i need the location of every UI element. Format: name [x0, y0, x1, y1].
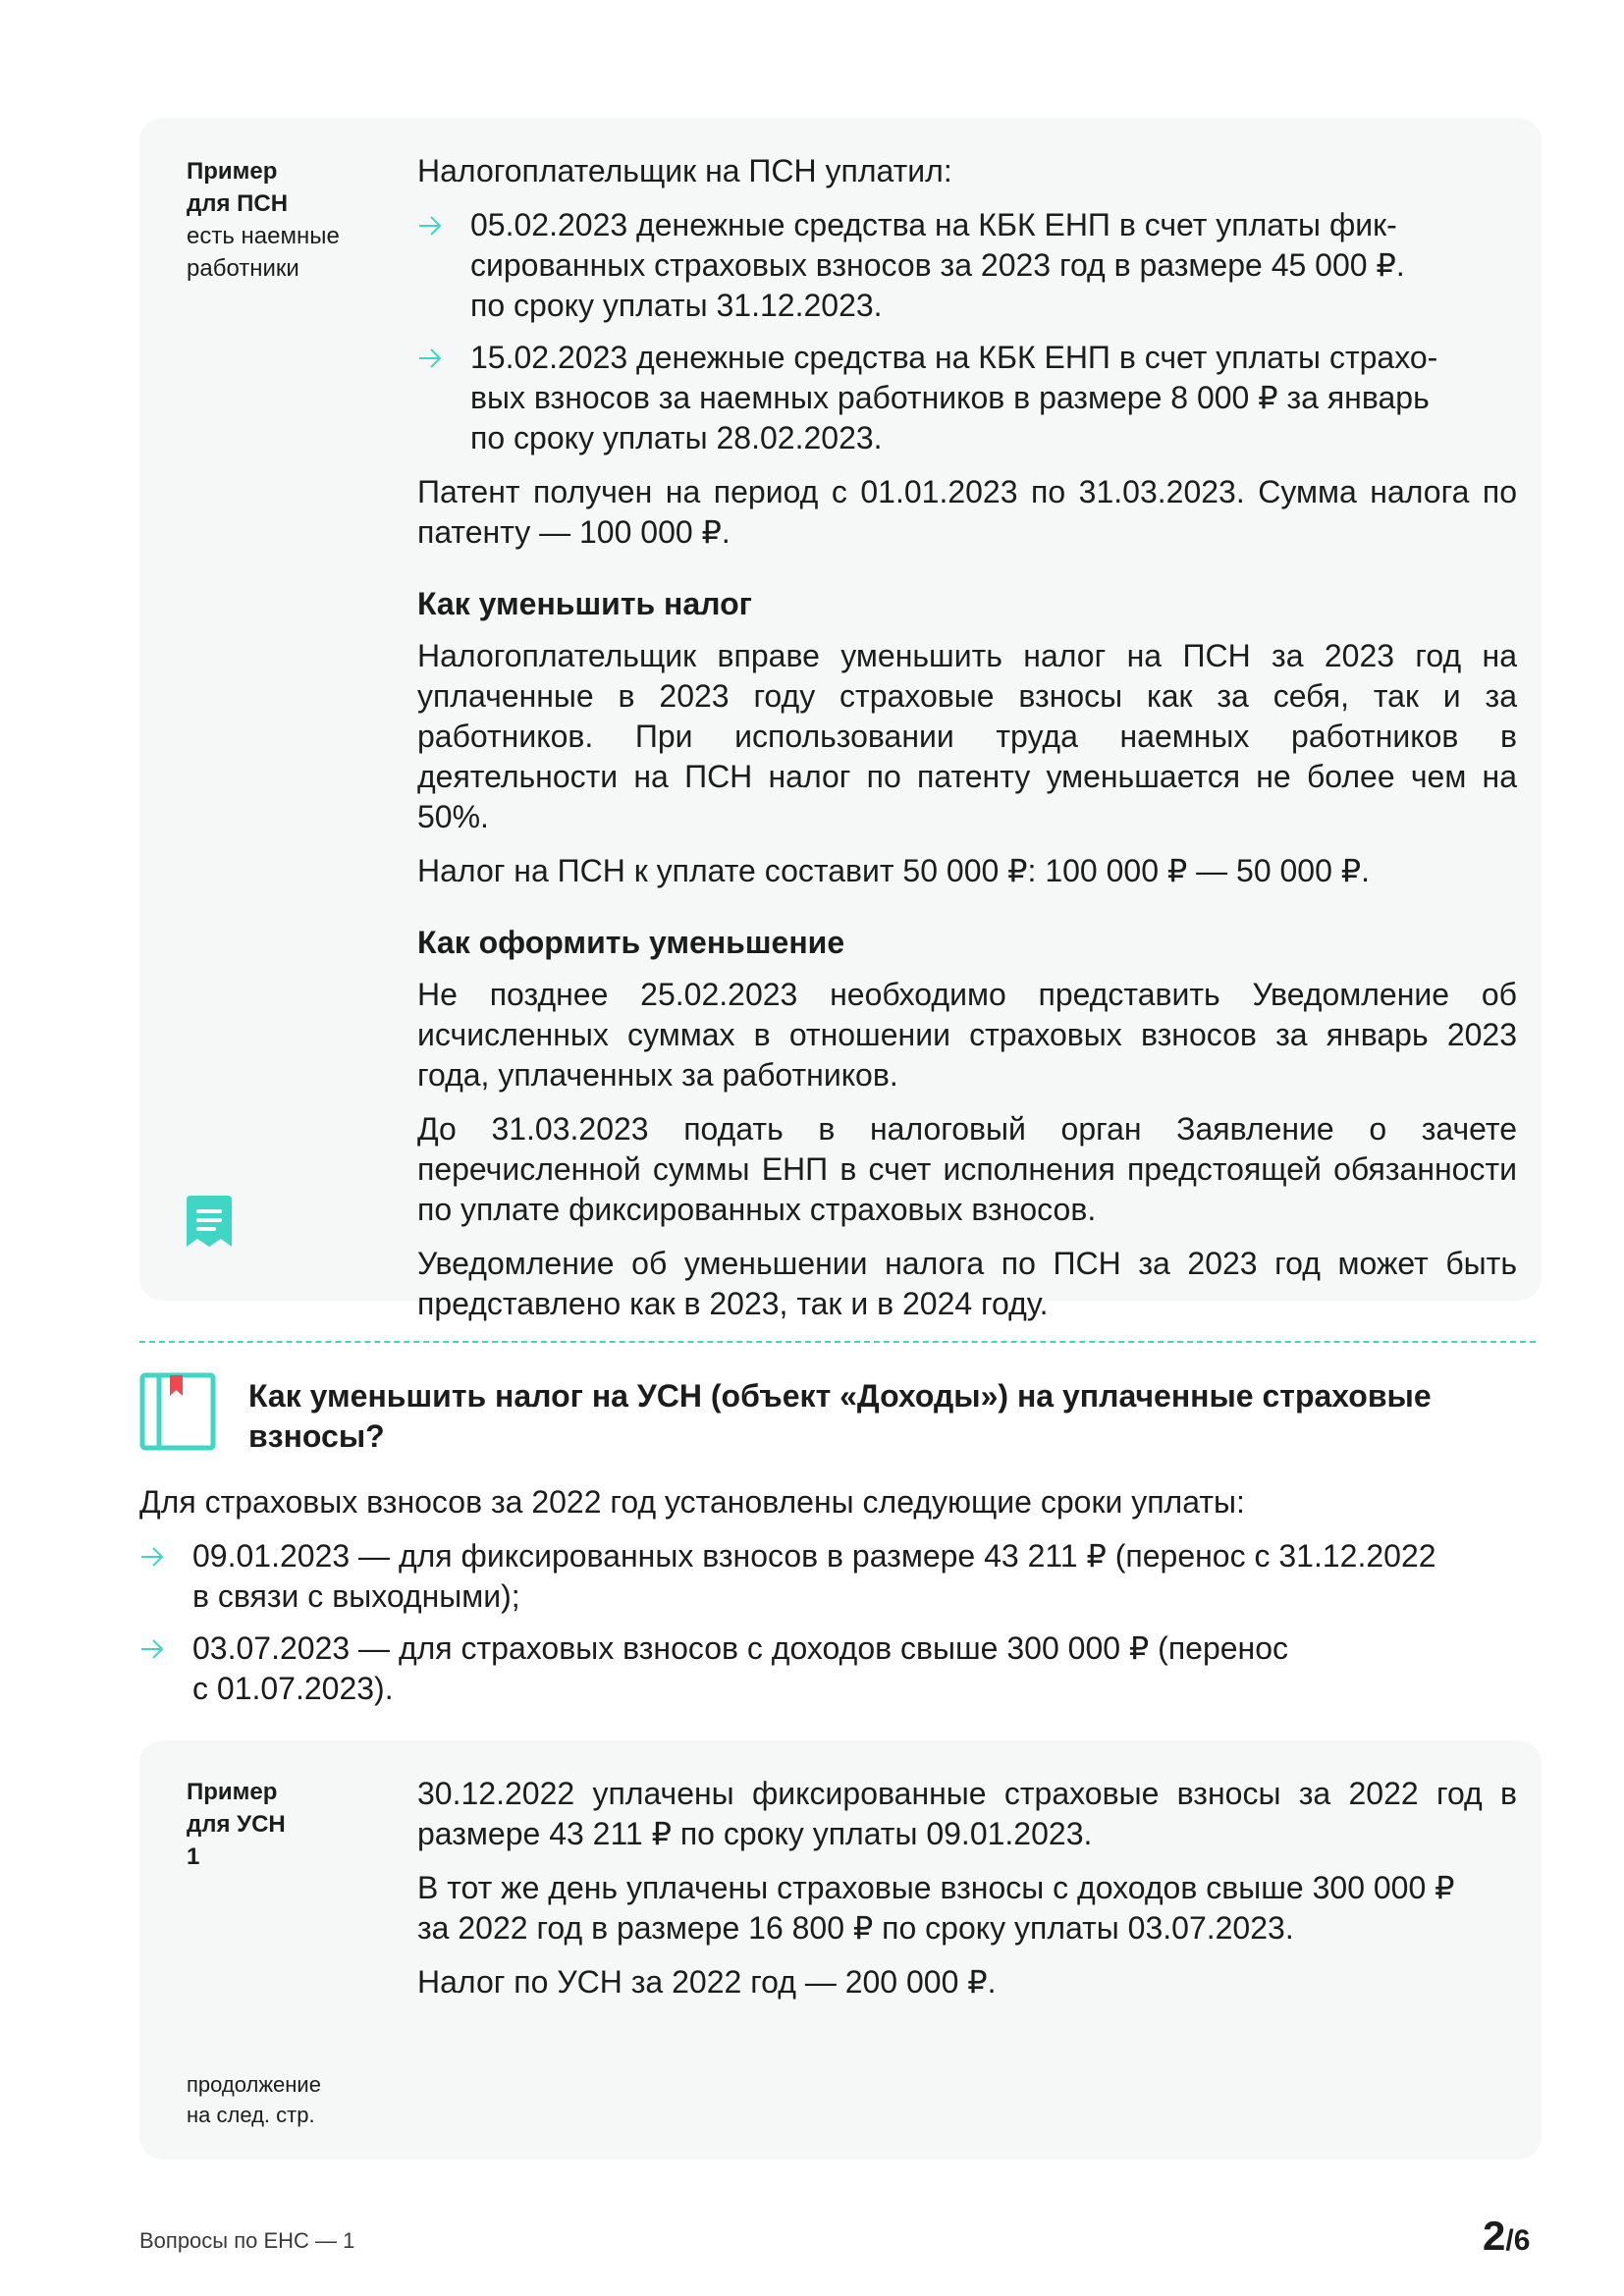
- page-current: 2: [1483, 2213, 1506, 2259]
- usn-paragraph: [417, 1868, 1517, 1949]
- psn-format-paragraph: До 31.03.2023 подать в налоговый орган Заявление о зачете перечисленной суммы ЕНП в счет исполнения предстоящей обязанности по уплате фиксированных страховых взносов.: [417, 1111, 1517, 1227]
- list-item-line: 05.02.2023 денежные средства на КБК ЕНП в счет уплаты фик-: [470, 207, 1397, 242]
- footer-doc-title: Вопросы по ЕНС — 1: [139, 2228, 355, 2253]
- list-item: [417, 338, 1517, 458]
- arrow-right-icon: [417, 347, 443, 369]
- list-item-line: по сроку уплаты 28.02.2023.: [470, 420, 883, 455]
- continue-note-line: на след. стр.: [187, 2103, 315, 2127]
- psn-reduce-result: Налог на ПСН к уплате составит 50 000 ₽: 100 000 ₽ — 50 000 ₽.: [417, 853, 1371, 888]
- psn-reduce-heading: Как уменьшить налог: [417, 586, 752, 621]
- list-item-line: в связи с выходными);: [192, 1578, 520, 1614]
- example-usn-body: [417, 1774, 1517, 2016]
- example-psn-card: [139, 118, 1542, 1321]
- usn-paragraph-line: В тот же день уплачены страховые взносы с доходов свыше 300 000 ₽: [417, 1870, 1455, 1905]
- example-label-line: есть наемные: [187, 223, 340, 249]
- list-item-line: вых взносов за наемных работников в размере 8 000 ₽ за январь: [470, 380, 1430, 415]
- psn-intro: Налогоплательщик на ПСН уплатил:: [417, 153, 952, 188]
- example-label-line: Пример: [187, 158, 278, 185]
- psn-format-paragraph: Уведомление об уменьшении налога по ПСН за 2023 год может быть представлено как в 2023, так и в 2024 году.: [417, 1246, 1517, 1321]
- arrow-right-icon: [139, 1546, 165, 1568]
- receipt-note-icon: [185, 1194, 234, 1251]
- usn-intro: Для страховых взносов за 2022 год установлены следующие сроки уплаты:: [139, 1484, 1245, 1520]
- usn-intro-block: [139, 1482, 1514, 1723]
- example-label-line: для УСН: [187, 1811, 286, 1838]
- continue-note-line: продолжение: [187, 2072, 321, 2097]
- usn-paragraph: Налог по УСН за 2022 год — 200 000 ₽.: [417, 1964, 997, 2000]
- list-item-line: с 01.07.2023).: [192, 1671, 394, 1706]
- example-psn-body: [417, 151, 1517, 1338]
- list-item: [417, 205, 1517, 326]
- list-item: [139, 1629, 1514, 1709]
- psn-patent-paragraph: Патент получен на период с 01.01.2023 по 31.03.2023. Сумма налога по патенту — 100 000 ₽.: [417, 474, 1517, 550]
- section-divider: [139, 1341, 1536, 1343]
- section-title: Как уменьшить налог на УСН (объект «Доходы») на уплаченные страховые взносы?: [248, 1378, 1432, 1454]
- list-item-line: 15.02.2023 денежные средства на КБК ЕНП в счет уплаты страхо-: [470, 340, 1438, 375]
- list-item-line: 09.01.2023 — для фиксированных взносов в размере 43 211 ₽ (перенос с 31.12.2022: [192, 1538, 1436, 1574]
- list-item-line: сированных страховых взносов за 2023 год в размере 45 000 ₽.: [470, 247, 1405, 283]
- page-total: /6: [1505, 2224, 1531, 2257]
- psn-format-paragraph: Не позднее 25.02.2023 необходимо представить Уведомление об исчисленных суммах в отношении страховых взносов за январь 2023 года, уплаченных за работников.: [417, 977, 1517, 1093]
- usn-paragraph: 30.12.2022 уплачены фиксированные страховые взносы за 2022 год в размере 43 211 ₽ по сроку уплаты 09.01.2023.: [417, 1776, 1517, 1851]
- example-usn-label: [187, 1776, 286, 1873]
- example-label-line: для ПСН: [187, 190, 289, 217]
- continue-note: [187, 2069, 321, 2130]
- example-usn-card: [139, 1740, 1542, 2160]
- psn-payments-list: [417, 205, 1517, 458]
- usn-paragraph-line: за 2022 год в размере 16 800 ₽ по сроку уплаты 03.07.2023.: [417, 1910, 1294, 1946]
- book-bookmark-icon: [139, 1372, 216, 1451]
- usn-deadlines-list: [139, 1536, 1514, 1709]
- list-item: [139, 1536, 1514, 1617]
- example-label-line: 1: [187, 1843, 200, 1870]
- page-number: [1483, 2213, 1530, 2260]
- psn-format-heading: Как оформить уменьшение: [417, 925, 845, 960]
- list-item-line: по сроку уплаты 31.12.2023.: [470, 288, 883, 323]
- list-item-line: 03.07.2023 — для страховых взносов с доходов свыше 300 000 ₽ (перенос: [192, 1630, 1289, 1666]
- arrow-right-icon: [139, 1638, 165, 1660]
- example-psn-label: [187, 155, 340, 285]
- example-label-line: работники: [187, 255, 299, 282]
- example-label-line: Пример: [187, 1779, 278, 1805]
- arrow-right-icon: [417, 215, 443, 237]
- psn-reduce-paragraph: Налогоплательщик вправе уменьшить налог на ПСН за 2023 год на уплаченные в 2023 году страховые взносы как за себя, так и за работников. При использовании труда наемных работников в деятельности на ПСН налог по патенту уменьшается не более чем на 50%.: [417, 638, 1517, 834]
